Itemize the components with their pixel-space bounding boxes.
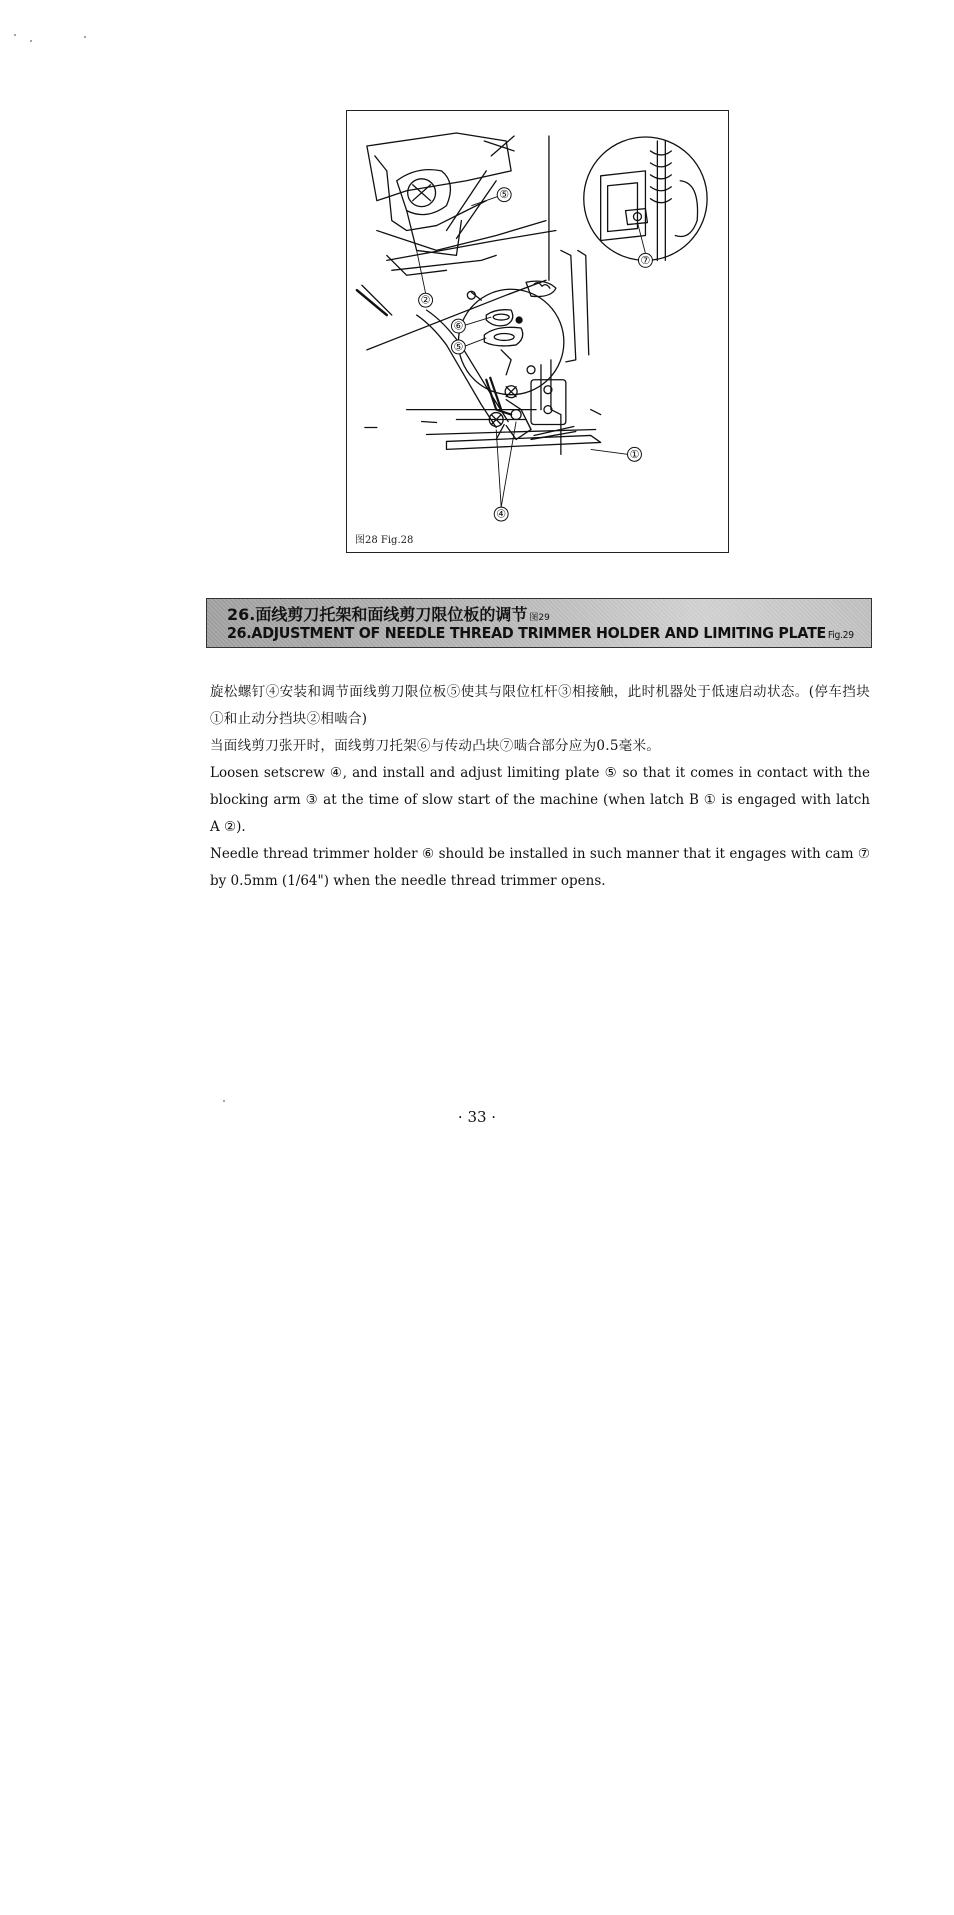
scan-speck: [30, 40, 32, 42]
instruction-paragraph-zh: 旋松螺钉④安装和调节面线剪刀限位板⑤使其与限位杠杆③相接触，此时机器处于低速启动状态。(停车挡块①和止动分挡块②相啮合): [210, 684, 870, 727]
figure-callout: ④: [496, 507, 507, 521]
figure-28: [346, 110, 729, 553]
figure-callout: ②: [420, 293, 431, 307]
scan-speck: [14, 34, 16, 36]
instruction-paragraph-en: Loosen setscrew ④, and install and adjust limiting plate ⑤ so that it comes in contact with the blocking arm ③ at the time of slow start of the machine (when latch B ① is engaged with latch A ②).: [210, 765, 870, 835]
scan-speck: [84, 36, 86, 38]
page-number: · 33 ·: [457, 1108, 497, 1126]
heading-chinese-figure-ref: 图29: [529, 613, 550, 623]
figure-callout: ⑦: [640, 253, 651, 267]
figure-callout: ⑥: [453, 319, 464, 333]
instruction-paragraph-zh: 当面线剪刀张开时，面线剪刀托架⑥与传动凸块⑦啮合部分应为0.5毫米。: [210, 738, 661, 754]
instruction-text: [210, 679, 870, 895]
heading-chinese-text: 26.面线剪刀托架和面线剪刀限位板的调节: [227, 605, 528, 624]
figure-callout: ①: [629, 447, 640, 461]
scan-speck: [223, 1100, 225, 1102]
instruction-paragraph-en: Needle thread trimmer holder ⑥ should be installed in such manner that it engages with cam ⑦ by 0.5mm (1/64") when the needle thread trimmer opens.: [210, 846, 870, 889]
heading-chinese: [227, 602, 550, 625]
sewing-mechanism-illustration: [347, 111, 728, 552]
heading-english-figure-ref: Fig.29: [827, 630, 854, 641]
heading-english: [227, 624, 854, 642]
figure-callout: ⑤: [453, 340, 464, 354]
heading-english-text: 26.ADJUSTMENT OF NEEDLE THREAD TRIMMER HOLDER AND LIMITING PLATE: [227, 624, 826, 642]
figure-caption: 图28 Fig.28: [355, 535, 414, 546]
figure-callout: ⑤: [499, 188, 510, 202]
section-heading: [206, 598, 872, 648]
